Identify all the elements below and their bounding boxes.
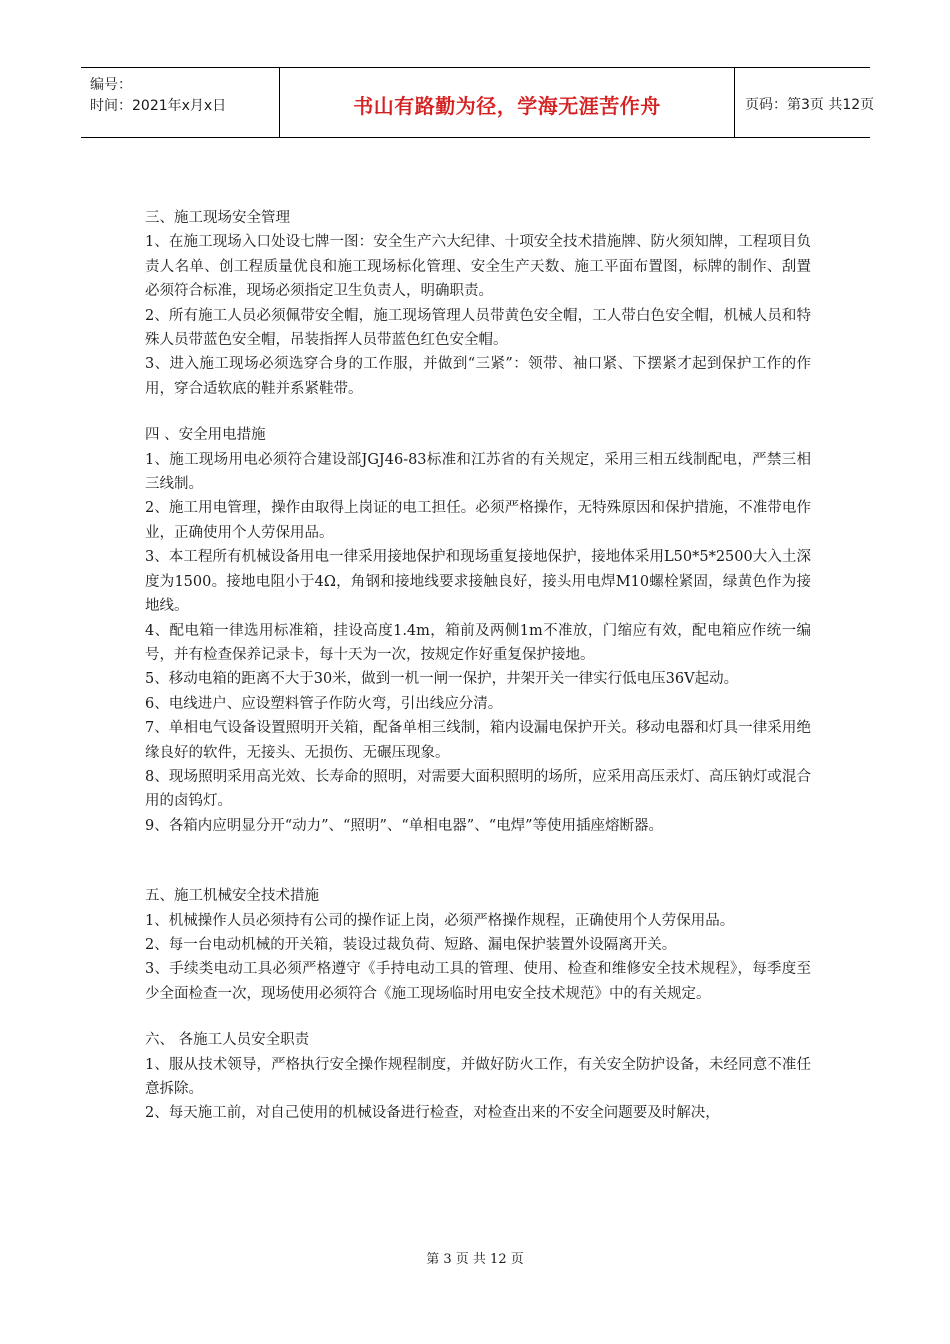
paragraph: 2、每天施工前，对自己使用的机械设备进行检查，对检查出来的不安全问题要及时解决， bbox=[145, 1105, 720, 1122]
section-spacer bbox=[145, 401, 811, 423]
paragraph: 2、施工用电管理，操作由取得上岗证的电工担任。必须严格操作，无特殊原因和保护措施，不准带电作业，正确使用个人劳保用品。 bbox=[145, 500, 811, 541]
document-body bbox=[145, 206, 811, 1126]
paragraph: 8、现场照明采用高光效、长寿命的照明，对需要大面积照明的场所，应采用高压汞灯、高压钠灯或混合用的卤钨灯。 bbox=[145, 768, 811, 810]
page-header bbox=[81, 67, 875, 138]
paragraph: 4、配电箱一律选用标准箱，挂设高度1.4m，箱前及两侧1m不准放，门缩应有效，配电箱应作统一编号，并有检查保养记录卡，每十天为一次，按规定作好重复保护接地。 bbox=[145, 622, 811, 663]
header-page-cell bbox=[735, 68, 875, 137]
paragraph: 2、每一台电动机械的开关箱，装设过裁负荷、短路、漏电保护装置外设隔离开关。 bbox=[145, 936, 677, 953]
motto-text: 书山有路勤为径，学海无涯苦作舟 bbox=[353, 94, 661, 118]
paragraph: 3、进入施工现场必须选穿合身的工作服，并做到“三紧”：领带、袖口紧、下摆紧才起到保护工作的作用，穿合适软底的鞋并系紧鞋带。 bbox=[145, 356, 811, 397]
date-label: 时间：2021年x月x日 bbox=[90, 98, 227, 114]
paragraph: 3、手续类电动工具必须严格遵守《手持电动工具的管理、使用、检查和维修安全技术规程》，每季度至少全面检查一次，现场使用必须符合《施工现场临时用电安全技术规范》中的有关规定。 bbox=[145, 961, 811, 1002]
header-motto-cell bbox=[280, 68, 735, 137]
page-info-label: 页码：第3页 共12页 bbox=[745, 97, 875, 113]
paragraph: 1、机械操作人员必须持有公司的操作证上岗，必须严格操作规程，正确使用个人劳保用品。 bbox=[145, 912, 735, 929]
header-meta-cell bbox=[81, 68, 280, 137]
paragraph: 1、服从技术领导，严格执行安全操作规程制度，并做好防火工作，有关安全防护设备，未经同意不准任意拆除。 bbox=[145, 1056, 811, 1097]
page-footer: 第 3 页 共 12 页 bbox=[426, 1252, 524, 1267]
paragraph: 7、单相电气设备设置照明开关箱，配备单相三线制，箱内设漏电保护开关。移动电器和灯具一律采用绝缘良好的软件，无接头、无损伤、无碾压现象。 bbox=[145, 720, 811, 761]
section-title: 三、施工现场安全管理 bbox=[145, 210, 290, 226]
paragraph: 1、在施工现场入口处设七牌一图：安全生产六大纪律、十项安全技术措施牌、防火须知牌，工程项目负责人名单、创工程质量优良和施工现场标化管理、安全生产天数、施工平面布置图，标牌的制作、刮置必须符合标准，现场必须指定卫生负责人，明确职责。 bbox=[145, 234, 811, 300]
paragraph: 2、所有施工人员必须佩带安全帽，施工现场管理人员带黄色安全帽，工人带白色安全帽，机械人员和特殊人员带蓝色安全帽，吊装指挥人员带蓝色红色安全帽。 bbox=[145, 307, 811, 349]
paragraph: 5、移动电箱的距离不大于30米，做到一机一闸一保护，井架开关一律实行低电压36V起动。 bbox=[145, 671, 739, 688]
paragraph: 9、各箱内应明显分开“动力”、“照明”、“单相电器”、“电焊”等使用插座熔断器。 bbox=[145, 817, 664, 834]
section-title: 五、施工机械安全技术措施 bbox=[145, 888, 319, 905]
section-title: 四 、安全用电措施 bbox=[145, 427, 266, 444]
paragraph: 3、本工程所有机械设备用电一律采用接地保护和现场重复接地保护，接地体采用L50*5*2500大入土深度为1500。接地电阻小于4Ω，角钢和接地线要求接触良好，接头用电焊M10螺栓紧固，绿黄色作为接地线。 bbox=[145, 549, 811, 615]
section-spacer bbox=[145, 838, 811, 884]
section-title: 六、 各施工人员安全职责 bbox=[145, 1032, 310, 1049]
section-spacer bbox=[145, 1006, 811, 1028]
serial-number-label: 编号： bbox=[90, 77, 132, 93]
paragraph: 6、电线进户、应设塑料管子作防火弯，引出线应分清。 bbox=[145, 695, 503, 712]
paragraph: 1、施工现场用电必须符合建设部JGJ46-83标准和江苏省的有关规定，采用三相五线制配电，严禁三相三线制。 bbox=[145, 451, 811, 493]
